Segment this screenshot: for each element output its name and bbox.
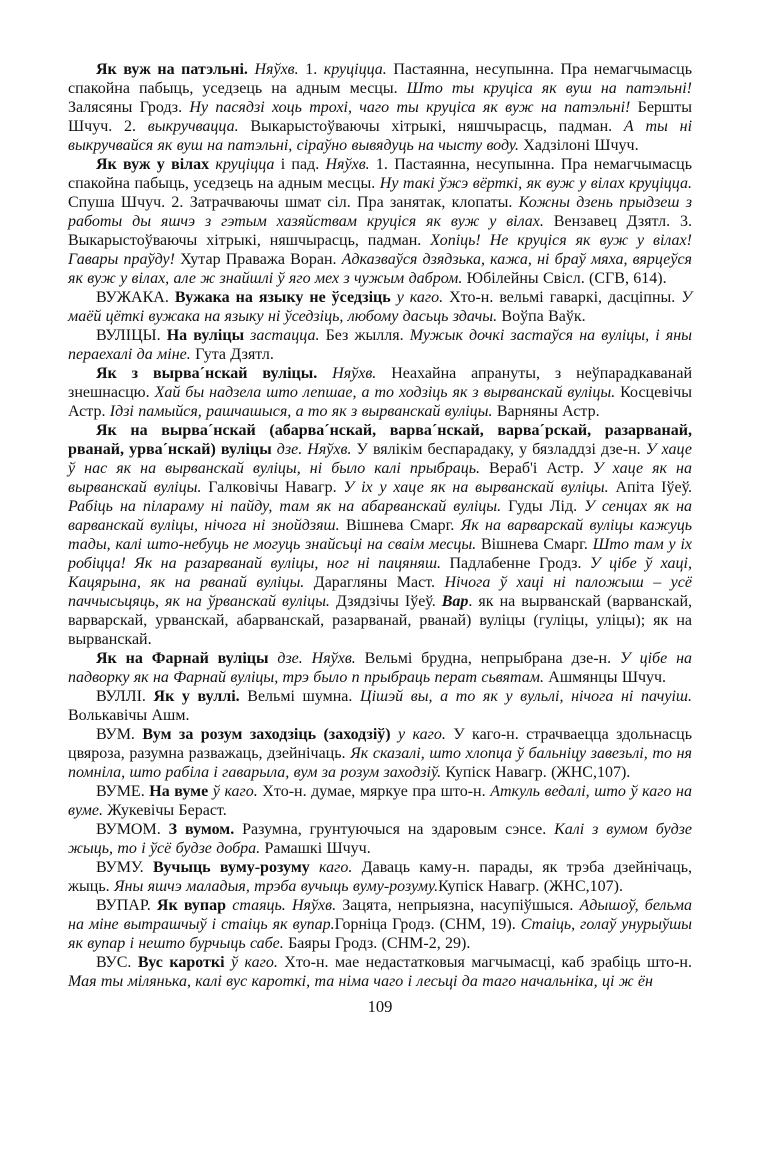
- entry-paragraph: [68, 725, 692, 782]
- text-run: Як на Фарнай вуліцы: [96, 650, 278, 667]
- text-run: Пастаянна, несупынна. Пра немагчымасць спакойна пабыць, уседзець на адным месцы.: [68, 61, 692, 97]
- text-run: Вус кароткі: [137, 954, 231, 971]
- text-run: ВУМОМ.: [96, 821, 169, 838]
- text-run: Хопіць! Не круціся як вуж у вілах! Гавары праўду!: [68, 232, 692, 268]
- text-run: У цібе ў хаці, Кацярына, як на рванай вуліцы.: [68, 555, 692, 591]
- text-run: Косцевічы Астр.: [68, 384, 693, 420]
- text-run: Адышоў, бельма на міне вытрашчыў і стаіць як вупар.: [68, 897, 693, 933]
- text-run: ВУЖАКА.: [96, 289, 175, 306]
- text-run: Стаіць, голаў унурыўшы як вупар і нешто бурчыць сабе.: [68, 916, 692, 952]
- text-run: Дарагляны Маст.: [313, 574, 445, 591]
- text-run: Купіск Навагр. (ЖНС,107).: [438, 878, 623, 895]
- text-run: Рамашкі Шчуч.: [264, 840, 371, 857]
- text-run: Падлабенне Гродз.: [449, 555, 590, 572]
- text-run: у каго.: [396, 289, 450, 306]
- text-run: У вялікім беспарадаку, у бязладдзі дзе-н.: [356, 441, 646, 458]
- text-run: Кожны дзень прыдзеш з работы ды яшчэ з гэтым хазяйствам круціся як вуж у вілах.: [68, 194, 693, 230]
- entry-paragraph: [68, 155, 692, 288]
- text-run: Волькавічы Ашм.: [68, 707, 190, 724]
- text-run: ВУЛЛІ.: [96, 688, 154, 705]
- text-run: Хто-н. мае недастатковыя магчымасці, каб зрабіць што-н.: [284, 954, 692, 971]
- text-run: Як вупар: [156, 897, 233, 914]
- entry-paragraph: [68, 953, 692, 991]
- text-run: Ідзі памыйся, рашчашыся, а то як з вырванскай вуліцы.: [109, 403, 497, 420]
- entry-paragraph: [68, 687, 692, 725]
- text-run: Жукевічы Бераст.: [107, 802, 227, 819]
- text-run: Хутар Праважа Воран.: [180, 251, 342, 268]
- text-run: У цібе на падворку як на Фарнай вуліцы, трэ было п прыбраць перат сьвятам.: [68, 650, 693, 686]
- entry-paragraph: [68, 896, 692, 953]
- text-run: Бершты Шчуч. 2.: [68, 99, 692, 135]
- text-run: Аткуль ведалі, што ў каго на вуме.: [68, 783, 692, 819]
- text-run: Як вуж на патэльні.: [96, 61, 255, 78]
- text-run: Вішнева Смарг.: [480, 536, 593, 553]
- text-run: Купіск Навагр. (ЖНС,107).: [445, 764, 631, 781]
- text-run: Вішнева Смарг.: [345, 517, 461, 534]
- text-run: Неахайна апрануты, з неўпарадкаванай знешнасцю.: [68, 365, 693, 401]
- text-run: Што там у іх робіцца! Як на разарванай вуліцы, ног ні пацяняш.: [68, 536, 693, 572]
- text-run: Хадзілоні Шчуч.: [523, 137, 639, 154]
- text-run: дзе. Няўхв.: [276, 441, 357, 458]
- text-run: 1. Пастаянна, несупынна. Пра немагчымасць спакойна пабыць, уседзець на адным месцы.: [68, 156, 693, 192]
- entry-paragraph: [68, 288, 692, 326]
- text-run: Рабіць на пілараму ні пайду, там як на абарванскай вуліцы.: [68, 498, 509, 515]
- text-run: каго.: [319, 859, 362, 876]
- text-run: Вум за розум заходзіць (заходзіў): [142, 726, 399, 743]
- text-run: Вензавец Дзятл. 3. Выкарыстоўваючы хітрыкі, няшчырасць, падман.: [68, 213, 693, 249]
- text-run: Яны яшчэ маладыя, трэба вучыць вуму-розуму.: [113, 878, 439, 895]
- text-run: Хто-н. вельмі гаваркі, дасціпны.: [449, 289, 682, 306]
- text-run: Вужака на языку не ўседзіць: [174, 289, 397, 306]
- entry-paragraph: [68, 326, 692, 364]
- text-run: Як у вуллі.: [153, 688, 248, 705]
- text-run: круціцца: [215, 156, 281, 173]
- text-run: На вуліцы: [166, 327, 251, 344]
- text-run: ВУЛІЦЫ.: [96, 327, 167, 344]
- text-run: У хаце як на вырванскай вуліцы.: [68, 460, 692, 496]
- text-run: Галковічы Навагр.: [208, 479, 344, 496]
- text-run: у каго.: [398, 726, 454, 743]
- text-run: ў каго.: [230, 954, 285, 971]
- text-run: Вельмі брудна, непрыбрана дзе-н.: [364, 650, 620, 667]
- text-run: Баяры Гродз. (СНМ-2, 29).: [288, 935, 471, 952]
- text-run: Мужык дочкі застаўся на вуліцы, і яны пераехалі да міне.: [68, 327, 692, 363]
- text-run: Апіта Іўеў.: [615, 479, 693, 496]
- text-run: Гута Дзятл.: [195, 346, 274, 363]
- text-run: Як на вырва´нскай (абарва´нскай, варва´нскай, варва´рскай, разарванай, рванай, урва´нскай) вуліцы: [68, 422, 692, 458]
- text-run: Няўхв.: [332, 365, 392, 382]
- entry-paragraph: [68, 421, 692, 649]
- text-run: выкручвацца.: [147, 118, 251, 135]
- text-run: У каго-н. страчваецца здольнасць цвяроза, разумна разважаць, дзейнічаць.: [68, 726, 692, 762]
- text-run: Дзядзічы Іўеў.: [335, 593, 442, 610]
- text-run: Як на варварскай вуліцы кажуць тады, калі што-небуць не могуць знайсьці на сваім месцы.: [68, 517, 692, 553]
- text-run: А ты ні выкручвайся як вуш на патэльні, сіраўно вывядуць на чысту воду.: [68, 118, 693, 154]
- text-run: Хай бы надзела што лепшае, а то ходзіць як з вырванскай вуліцы.: [154, 384, 621, 401]
- text-run: 1.: [305, 61, 324, 78]
- text-run: Як з вырва´нскай вуліцы.: [96, 365, 333, 382]
- entry-paragraph: [68, 858, 692, 896]
- text-run: Залясяны Гродз.: [68, 99, 190, 116]
- text-run: Без жылля.: [325, 327, 410, 344]
- text-run: У маёй цёткі вужака на языку ні ўседзіць, любому дасьць здачы.: [68, 289, 693, 325]
- entry-paragraph: [68, 364, 692, 421]
- text-run: ВУМУ.: [96, 859, 153, 876]
- text-run: Вельмі шумна.: [247, 688, 361, 705]
- text-run: застацца.: [250, 327, 326, 344]
- entry-paragraph: [68, 649, 692, 687]
- text-run: Вераб'і Астр.: [489, 460, 593, 477]
- text-run: Разумна, грунтуючыся на здаровым сэнсе.: [242, 821, 555, 838]
- text-run: Адказваўся дзядзька, кажа, ні браў мяха, вярцеўся як вуж у вілах, але ж знайшлі ў яго мех з чужым дабром.: [68, 251, 692, 287]
- text-run: Няўхв.: [254, 61, 306, 78]
- text-run: Што ты круціса як вуш на патэльні!: [406, 80, 692, 97]
- text-run: Вучыць вуму-розуму: [152, 859, 320, 876]
- text-run: Няўхв.: [325, 156, 376, 173]
- text-run: Хто-н. думае, мяркуе пра што-н.: [262, 783, 491, 800]
- text-run: Выкарыстоўваючы хітрыкі, няшчырасць, падман.: [250, 118, 624, 135]
- text-run: Зацята, непрыязна, насупіўшыся.: [342, 897, 580, 914]
- text-run: Гуды Лід.: [508, 498, 585, 515]
- text-run: Даваць каму-н. парады, як трэба дзейнічаць, жыць.: [68, 859, 693, 895]
- text-run: Ну такі ўжэ вёрткі, як вуж у вілах круціцца.: [379, 175, 692, 192]
- text-run: Як вуж у вілах: [96, 156, 216, 173]
- text-run: і пад.: [280, 156, 326, 173]
- text-run: Цішэй вы, а то як у вульлі, нічога ні пачуіш.: [360, 688, 693, 705]
- text-run: круціцца.: [323, 61, 394, 78]
- text-run: Як сказалі, што хлопца ў бальніцу завезьлі, то ня помніла, што рабіла і гаварыла, вум за розум заходзіў.: [68, 745, 692, 781]
- text-run: На вуме: [149, 783, 213, 800]
- text-run: Мая ты мілянька, калі вус кароткі, та німа чаго і лесьці да таго начальніка, ці ж ён: [68, 973, 653, 990]
- text-run: З вумом.: [168, 821, 243, 838]
- text-run: ВУПАР.: [96, 897, 157, 914]
- text-run: Воўпа Ваўк.: [501, 308, 586, 325]
- text-run: Варняны Астр.: [496, 403, 600, 420]
- text-run: Юбілейны Свісл. (СГВ, 614).: [466, 270, 667, 287]
- text-run: стаяць. Няўхв.: [232, 897, 343, 914]
- text-run: ВУС.: [96, 954, 138, 971]
- entry-paragraph: [68, 820, 692, 858]
- entry-paragraph: [68, 782, 692, 820]
- text-run: У сенцах як на варванскай вуліцы, нічога ні знойдзяш.: [68, 498, 693, 534]
- text-run: ВУМЕ.: [96, 783, 150, 800]
- text-run: Ашмянцы Шчуч.: [548, 669, 667, 686]
- text-run: У хаце ў нас як на вырванскай вуліцы, ні было калі прыбраць.: [68, 441, 693, 477]
- text-run: Спуша Шчуч. 2. Затрачваючы шмат сіл. Пра занятак, клопаты.: [68, 194, 519, 211]
- dictionary-entries: [68, 60, 692, 991]
- text-run: дзе. Няўхв.: [277, 650, 365, 667]
- text-run: ВУМ.: [96, 726, 143, 743]
- text-run: У іх у хаце як на вырванскай вуліцы.: [343, 479, 616, 496]
- text-run: Ну пасядзі хоць трохі, чаго ты круціса як вуж на патэльні!: [189, 99, 638, 116]
- entry-paragraph: [68, 60, 692, 155]
- page-number: 109: [367, 997, 393, 1016]
- text-run: Нічога ў хаці ні паложыш – усё паччысьцяць, як на ўрванскай вуліцы.: [68, 574, 692, 610]
- text-run: Вар: [441, 593, 469, 610]
- text-run: Калі з вумом будзе жыць, то і ўсё будзе добра.: [68, 821, 693, 857]
- text-run: ў каго.: [212, 783, 263, 800]
- text-run: Горніца Гродз. (СНМ, 19).: [334, 916, 521, 933]
- text-run: . як на вырванскай (варванскай, варварскай, урванскай, абарванскай, разарванай, рванай) вуліцы (гуліцы, уліцы); як на вырванскай.: [68, 593, 693, 648]
